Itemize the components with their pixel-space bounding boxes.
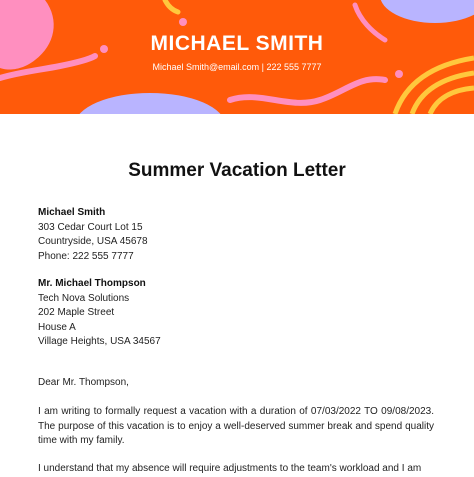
lavender-blob-shape-2 [380,0,474,23]
recipient-line: 202 Maple Street [38,307,115,318]
sender-line: Countryside, USA 45678 [38,236,148,247]
document-title: Summer Vacation Letter [128,160,346,181]
recipient-line: House A [38,321,76,333]
header-contact: Michael Smith@email.com | 222 555 7777 [152,62,322,72]
lavender-blob-shape [75,93,225,114]
recipient-line: Tech Nova Solutions [38,292,130,304]
pink-dot-2 [179,18,187,26]
decorative-shapes [0,0,474,114]
yellow-curve [165,0,178,12]
sender-address [38,206,148,264]
pink-squiggle-2 [230,79,385,103]
recipient-line: Village Heights, USA 34567 [38,336,161,347]
body-paragraph: I am writing to formally request a vacation with a duration of 07/03/2022 TO 09/08/2023. The purpose of this vacation is to enjoy a well-deserved summer break and spend quality time with my family. [38,406,434,446]
header-name: MICHAEL SMITH [150,32,324,55]
sender-line: 303 Cedar Court Lot 15 [38,221,143,233]
body-paragraph: I understand that my absence will require adjustments to the team's workload and I am [38,463,422,474]
letterhead-banner [0,0,474,114]
salutation: Dear Mr. Thompson, [38,377,129,388]
sender-line: Phone: 222 555 7777 [38,250,134,262]
yellow-arc-3 [430,88,474,114]
recipient-address [38,277,161,350]
recipient-name: Mr. Michael Thompson [38,278,146,289]
sender-name: Michael Smith [38,207,106,218]
